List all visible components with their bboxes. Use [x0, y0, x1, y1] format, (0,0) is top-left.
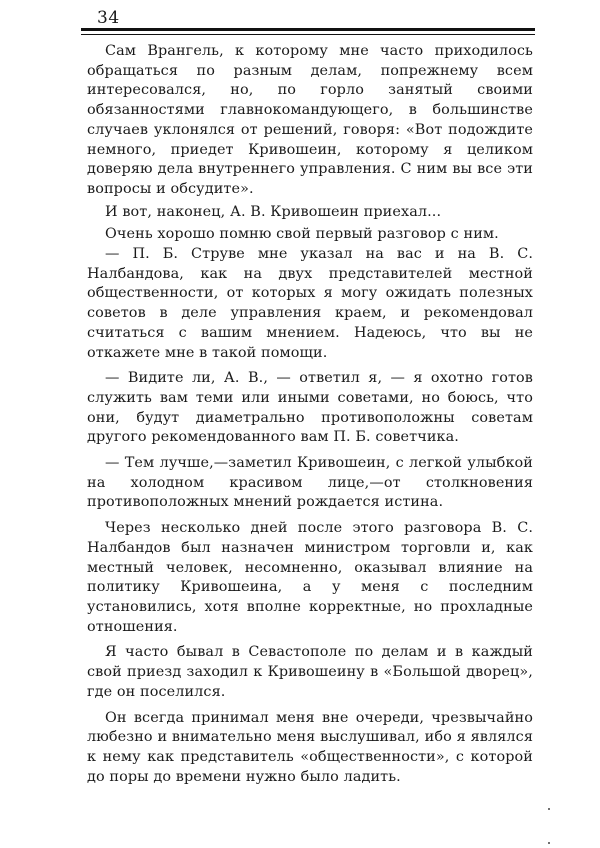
paragraph: И вот, наконец, А. В. Кривошеин приехал... — [105, 203, 442, 220]
paragraph: — Видите ли, А. В., — ответил я, — я охотно готов служить вам теми или иными советами, но боюсь, что они, будут диаметрально противоположны советам другого рекомендованного вам П. Б. советчика. — [87, 370, 533, 446]
scan-speck — [548, 842, 550, 844]
paragraph: — Тем лучше,—заметил Кривошеин, с легкой улыбкой на холодном красивом лице,—от столкновения противоположных мнений рождается истина. — [87, 455, 533, 511]
paragraph: Я часто бывал в Севастополе по делам и в каждый свой приезд заходил к Кривошеину в «Большой дворец», где он поселился. — [87, 644, 533, 700]
paragraph: Сам Врангель, к которому мне часто приходилось обращаться по разным делам, попрежнему всем интересовался, но, по горло занятый своими обязанностями главнокомандующего, в большинстве случаев уклонялся от решений, говоря: «Вот подождите немного, приедет Кривошеин, которому я целиком доверяю дела внутреннего управления. С ним вы все эти вопросы и обсудите». — [87, 43, 533, 197]
paragraph: Он всегда принимал меня вне очереди, чрезвычайно любезно и внимательно меня выслушивал, ибо я являлся к нему как представитель «общественности», с которой до поры до времени нужно было ладить. — [87, 709, 533, 785]
header-rule-thin — [81, 34, 535, 35]
scan-speck — [548, 808, 550, 810]
paragraph: Через несколько дней после этого разговора В. С. Налбандов был назначен министром торговли и, как местный человек, несомненно, оказывал влияние на политику Кривошеина, а у меня с последним установились, хотя вполне корректные, но прохладные отношения. — [87, 520, 533, 635]
body-text — [87, 42, 533, 787]
page-number: 34 — [97, 8, 120, 28]
paragraph: — П. Б. Струве мне указал на вас и на В. С. Налбандова, как на двух представителей местной общественности, от которых я могу ожидать полезных советов в деле управления краем, и рекомендовал считаться с вашим мнением. Надеюсь, что вы не откажете мне в такой помощи. — [87, 246, 533, 361]
paragraph: Очень хорошо помню свой первый разговор с ним. — [105, 226, 499, 243]
header-rule-thick — [81, 28, 535, 31]
